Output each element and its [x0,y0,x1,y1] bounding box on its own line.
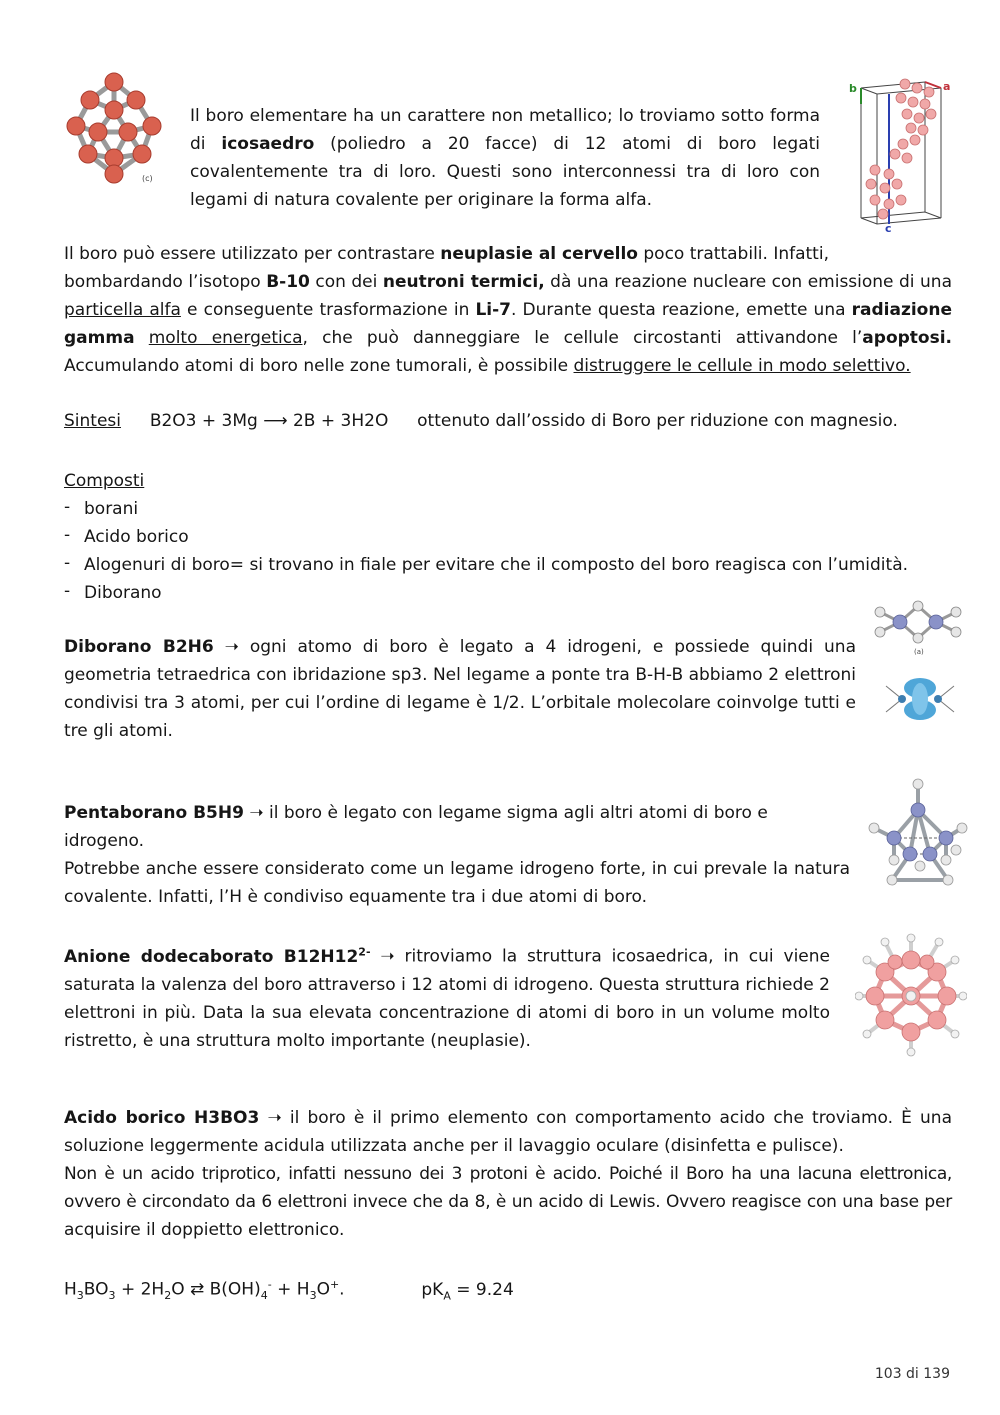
text-line: geometria tetraedrica con ibridazione sp3. Nel legame a ponte tra B-H-B abbiamo 2 elettroni [64,665,856,685]
axis-label-c: c [885,222,892,234]
figure-caption: (c) [142,174,153,183]
text-line: Il boro può essere utilizzato per contrastare neuplasie al cervello poco trattabili. Infatti, [64,244,829,264]
text-line: Anione dodecaborato $B12H12^{2-}$ ➝ ritroviamo la struttura icosaedrica, in cui viene [64,945,830,967]
bold-term: icosaedro [221,134,315,154]
text-line: particella alfa e conseguente trasformazione in Li-7. Durante questa reazione, emette una radiazione [64,300,952,320]
dodecaborate-figure [855,932,967,1058]
text-line: di icosaedro (poliedro a 20 facce) di 12 atomi di boro legati [190,134,820,154]
text-line: soluzione leggermente acidula utilizzata anche per il lavaggio oculare (disinfetta e pulisce). [64,1136,844,1156]
text-line: gamma molto energetica, che può danneggiare le cellule circostanti attivandone l’apoptosi. [64,328,952,348]
text-line: covalentemente tra di loro. Questi sono interconnessi tra di loro con [190,162,820,182]
axis-label-a: a [943,80,951,93]
sintesi-line [64,407,952,435]
list-item: - borani [64,495,952,523]
text-line: Potrebbe anche essere considerato come un legame idrogeno forte, in cui prevale la natura [64,859,850,879]
text-line: elettroni in più. Data la sua elevata concentrazione di atomi di boro in un volume molto [64,1002,830,1023]
diborane-orbital-figure [880,664,960,734]
text-line: ristretto, è una struttura molto importante (neuplasie). [64,1030,531,1051]
page-number: 103 di 139 [874,1366,950,1382]
text-line: Non è un acido triprotico, infatti nessuno dei 3 protoni è acido. Poiché il Boro ha una lacuna elettronica, [64,1164,952,1184]
pentaborane-figure [866,776,970,894]
text-line: legami di natura covalente per originare la forma alfa. [190,190,653,210]
icosahedron-figure [62,70,162,188]
text-line: bombardando l’isotopo B-10 con dei neutroni termici, dà una reazione nucleare con emissione di una [64,272,952,292]
text-line: Diborano B2H6 ➝ ogni atomo di boro è legato a 4 idrogeni, e possiede quindi una [64,637,856,657]
text-line: Pentaborano B5H9 ➝ il boro è legato con legame sigma agli altri atomi di boro e idrogeno. [64,803,768,851]
sintesi-note: ottenuto dall’ossido di Boro per riduzione con magnesio. [417,411,898,431]
boric-acid-equation: $H_3BO_3 + 2H_2O$ ⇄ $B(OH)_4^- + H_3O^+$. $pK_A = 9.24$ [64,1278,514,1303]
text-line: condivisi tra 3 atomi, per cui l’ordine di legame è 1/2. L’orbitale molecolare coinvolge tutti e [64,693,856,713]
sintesi-label: Sintesi [64,411,121,431]
figure-caption: (a) [914,648,924,656]
text-line: Accumulando atomi di boro nelle zone tumorali, è possibile distruggere le cellule in modo selettivo. [64,356,911,376]
text-line: ovvero è circondato da 6 elettroni invece che da 8, è un acido di Lewis. Ovvero reagisce con una base per [64,1192,952,1212]
axis-label-b: b [849,82,857,95]
dodecaborato-paragraph [64,938,830,1055]
text-line: Acido borico H3BO3 ➝ il boro è il primo elemento con comportamento acido che troviamo. È una [64,1108,952,1128]
crystal-structure-figure [845,74,955,234]
diborane-ball-stick-figure [872,600,964,658]
text-line: covalente. Infatti, l’H è condiviso equamente tra i due atomi di boro. [64,887,648,907]
sintesi-reaction: B2O3 + 3Mg ⟶ 2B + 3H2O [149,411,389,431]
list-item: - Alogenuri di boro= si trovano in fiale per evitare che il composto del boro reagisca con l’umidità. [64,551,952,579]
bnct-paragraph [64,240,952,380]
text-line: Il boro elementare ha un carattere non metallico; lo troviamo sotto forma [190,106,820,126]
composti-title: Composti [64,471,145,491]
composti-section [64,467,952,607]
text-line: saturata la valenza del boro attraverso i 12 atomi di idrogeno. Questa struttura richiede 2 [64,974,830,995]
list-item: - Diborano [64,579,952,607]
diborano-paragraph [64,633,856,745]
acido-borico-paragraph [64,1104,952,1244]
pka-value: $pK_A = 9.24$ [421,1279,514,1303]
intro-paragraph [190,102,820,214]
list-item: - Acido borico [64,523,952,551]
composti-list [64,495,952,607]
pentaborano-paragraph [64,799,850,911]
text-line: tre gli atomi. [64,721,173,741]
text-line: acquisire il doppietto elettronico. [64,1220,345,1240]
